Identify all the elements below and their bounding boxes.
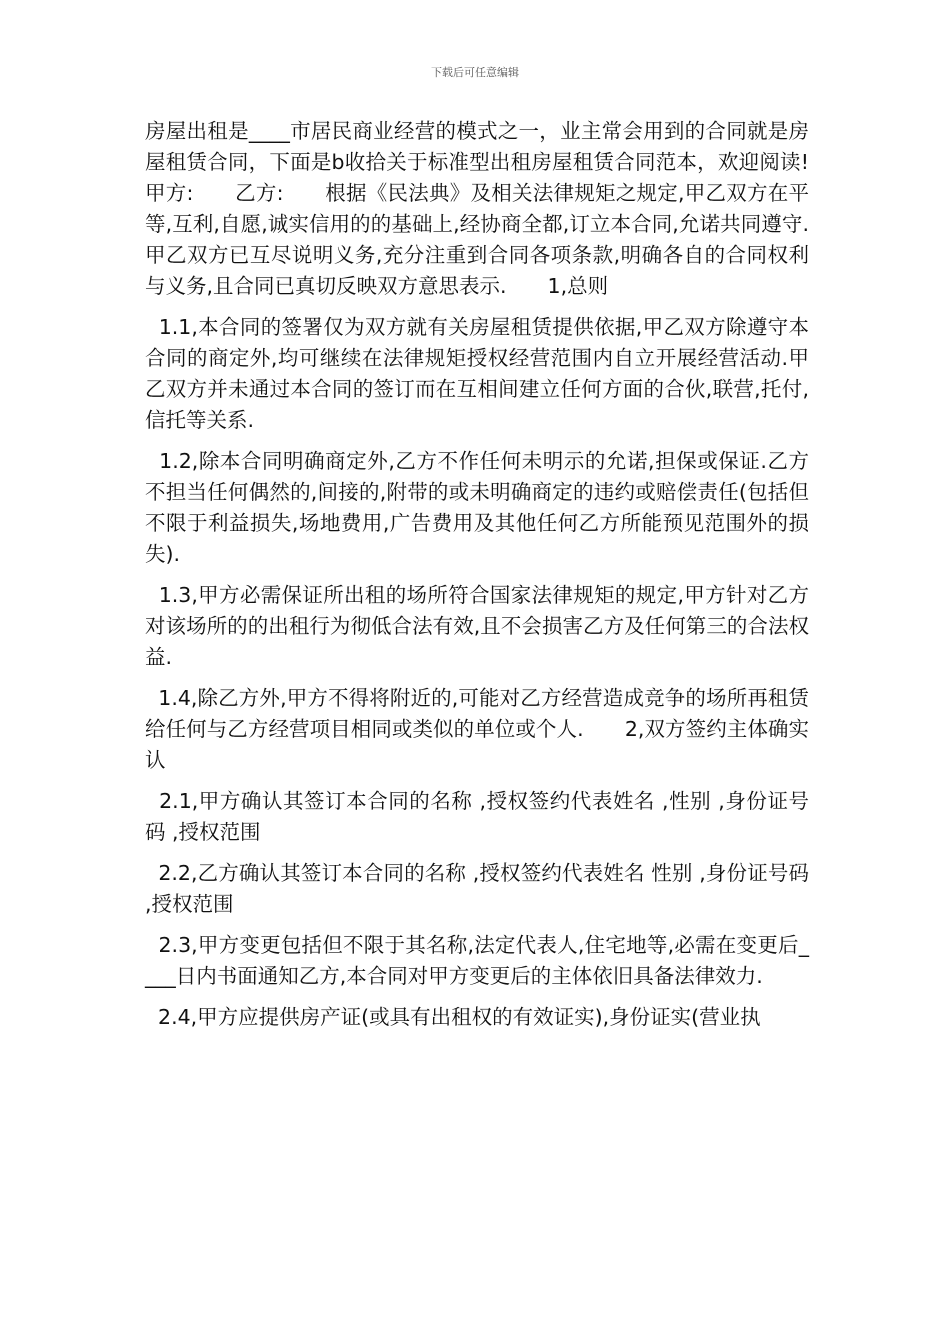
clause-1-2: 1.2,除本合同明确商定外,乙方不作任何未明示的允诺,担保或保证.乙方不担当任何偶然的,间接的,附带的或未明确商定的违约或赔偿责任(包括但不限于利益损失,场地费用,广告费用及其他任何乙方所能预见范围外的损失). (145, 449, 809, 566)
clause-1-4: 1.4,除乙方外,甲方不得将附近的,可能对乙方经营造成竞争的场所再租赁给任何与乙方经营项目相同或类似的单位或个人. 2,双方签约主体确实认 (145, 686, 809, 772)
clause-2-1: 2.1,甲方确认其签订本合同的名称 ,授权签约代表姓名 ,性别 ,身份证号码 ,授权范围 (145, 789, 809, 844)
clause-2-3: 2.3,甲方变更包括但不限于其名称,法定代表人,住宅地等,必需在变更后____日内书面通知乙方,本合同对甲方变更后的主体依旧具备法律效力. (145, 933, 809, 988)
clause-2-2: 2.2,乙方确认其签订本合同的名称 ,授权签约代表姓名 性别 ,身份证号码 ,授权范围 (145, 861, 816, 916)
intro-paragraph: 房屋出租是____市居民商业经营的模式之一，业主常会用到的合同就是房屋租赁合同，下面是b收拾关于标准型出租房屋租赁合同范本，欢迎阅读! 甲方: 乙方: 根据《民法典》及相关法律规矩之规定,甲乙双方在平等,互利,自愿,诚实信用的的基础上,经协商全都,订立本合同,允诺共同遵守. 甲乙双方已互尽说明义务,充分注重到合同各项条款,明确各自的合同权利与义务,且合同已真切反映双方意思表示. 1,总则 (145, 119, 850, 298)
page-header-note: 下载后可任意编辑 (431, 66, 519, 79)
clause-1-3: 1.3,甲方必需保证所出租的场所符合国家法律规矩的规定,甲方针对乙方对该场所的的出租行为彻低合法有效,且不会损害乙方及任何第三的合法权益. (145, 583, 809, 669)
clause-1-1: 1.1,本合同的签署仅为双方就有关房屋租赁提供依据,甲乙双方除遵守本合同的商定外,均可继续在法律规矩授权经营范围内自立开展经营活动.甲乙双方并未通过本合同的签订而在互相间建立任何方面的合伙,联营,托付,信托等关系. (145, 315, 809, 432)
document-body (145, 116, 850, 1033)
clause-2-4: 2.4,甲方应提供房产证(或具有出租权的有效证实),身份证实(营业执 (145, 1005, 761, 1029)
